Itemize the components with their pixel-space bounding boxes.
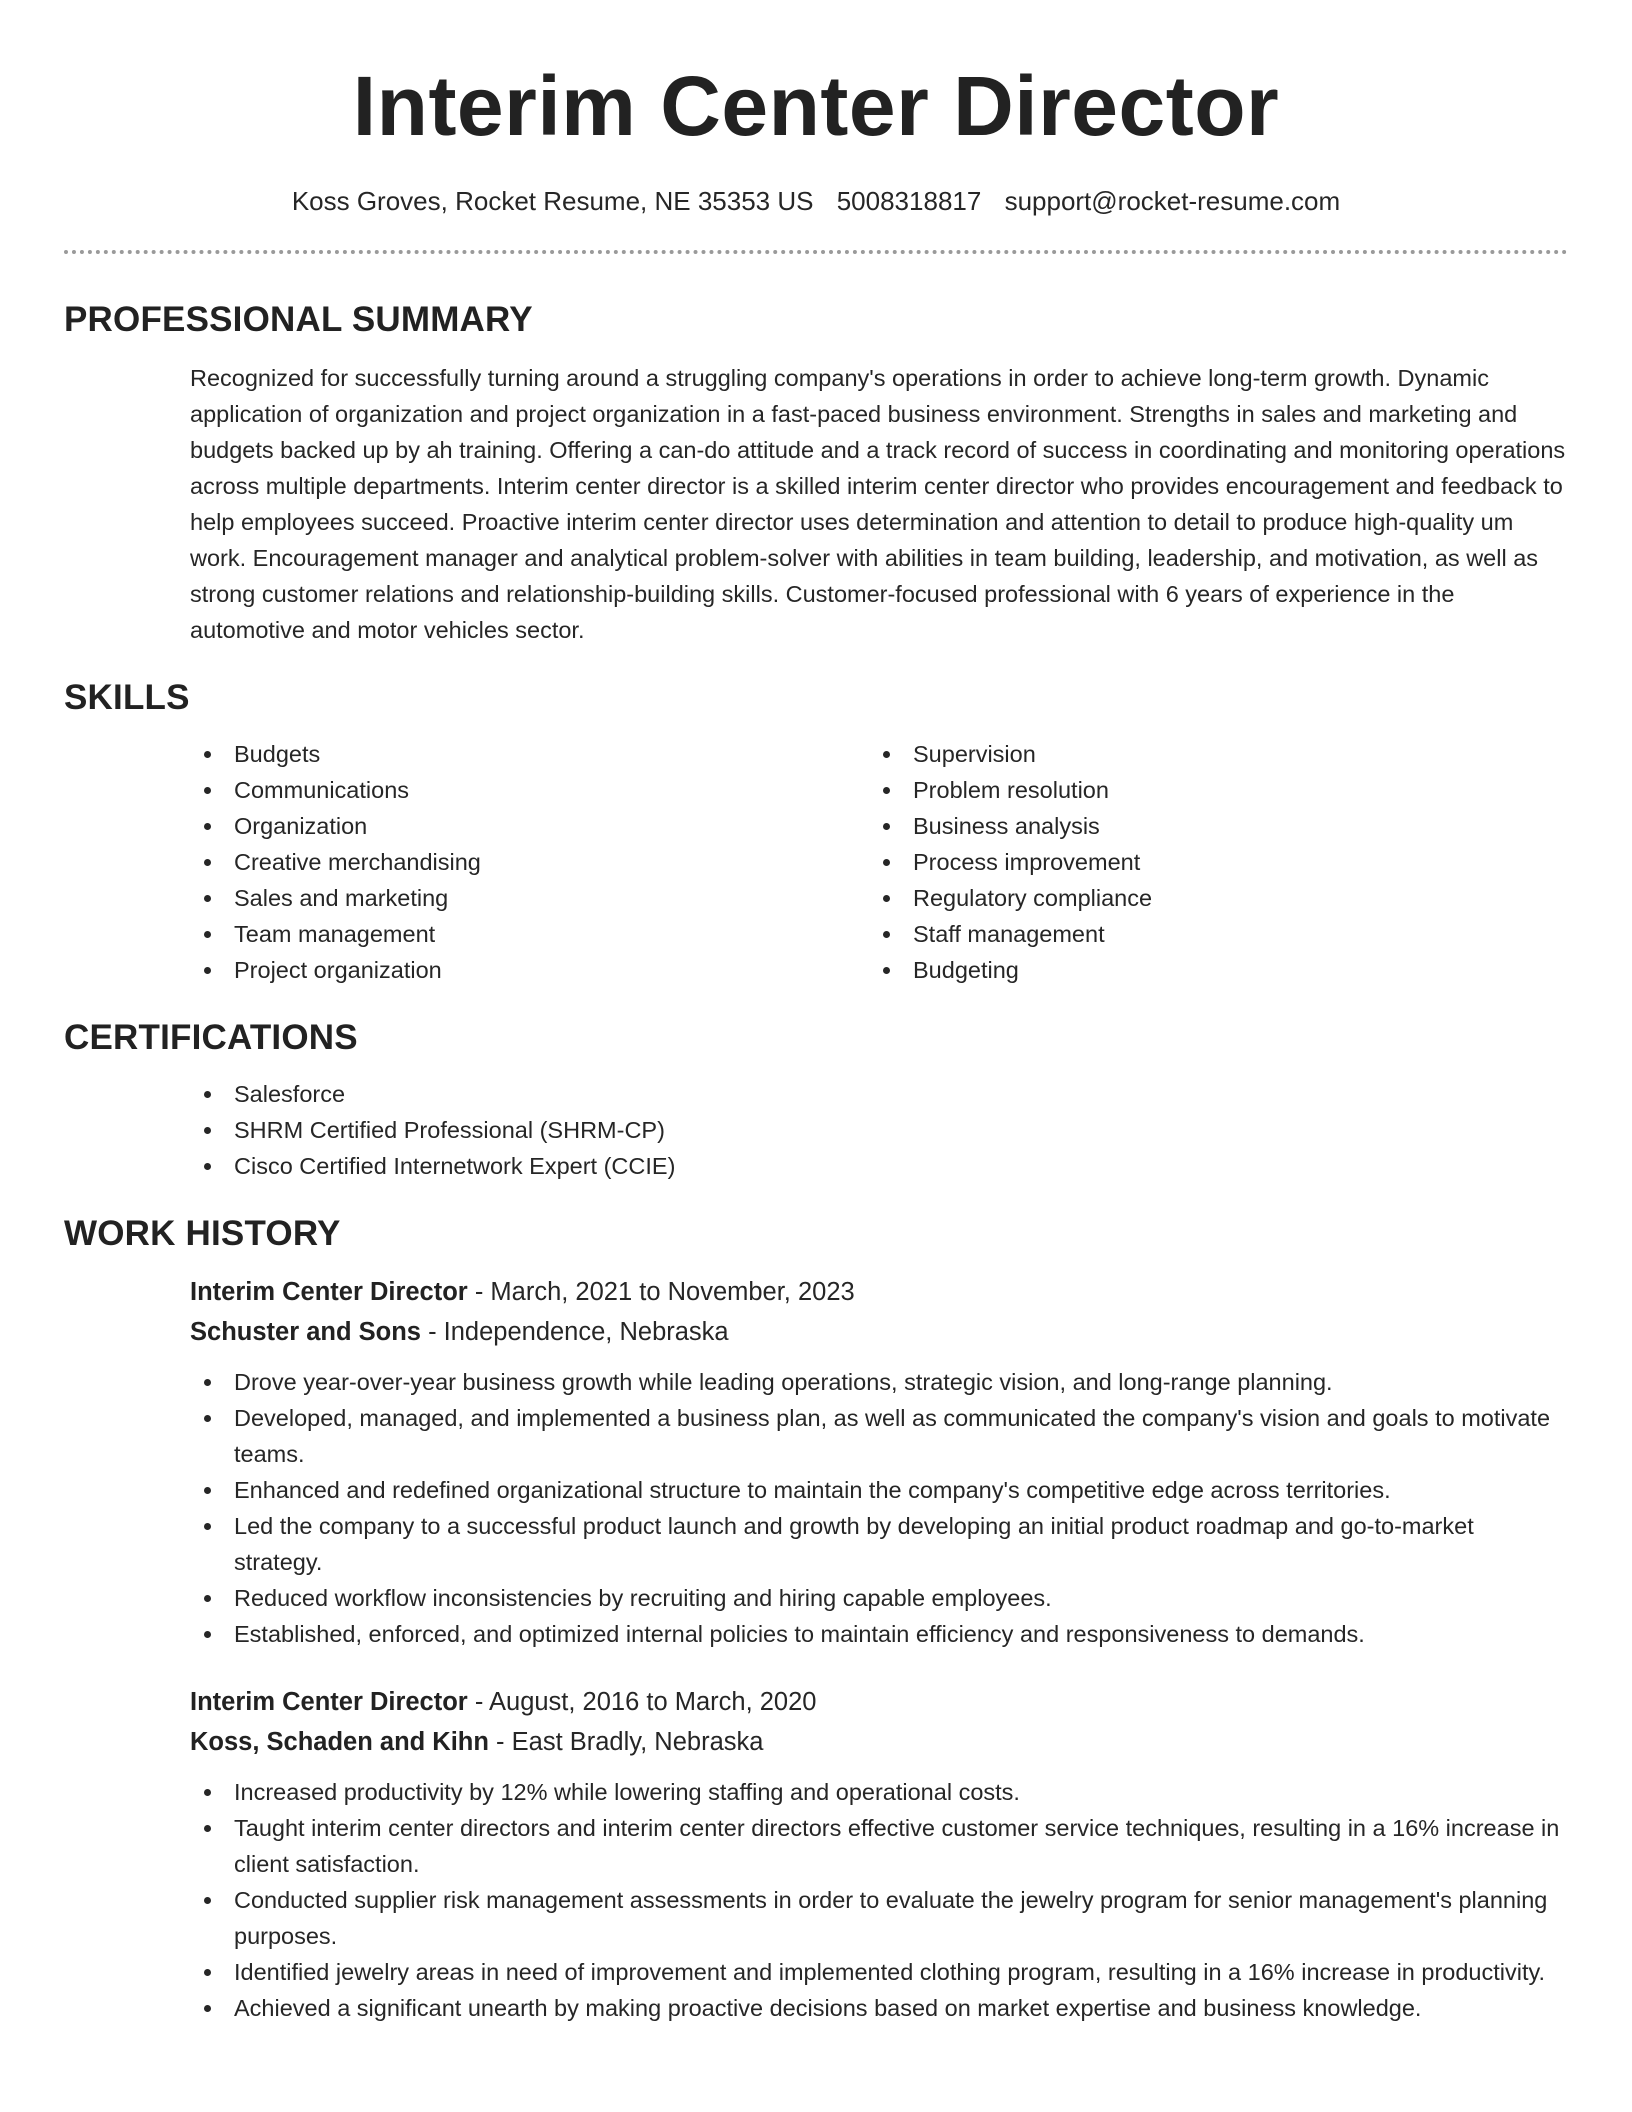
skill-item: Business analysis [869, 808, 1548, 844]
skills-column-left [190, 736, 869, 988]
contact-email[interactable]: support@rocket-resume.com [1004, 186, 1341, 216]
job-title-line [190, 1682, 1568, 1722]
job-location: - Independence, Nebraska [420, 1318, 729, 1346]
certification-item: Cisco Certified Internetwork Expert (CCIE) [190, 1148, 1568, 1184]
summary-heading: PROFESSIONAL SUMMARY [64, 300, 533, 339]
job-bullet: Achieved a significant unearth by making proactive decisions based on market expertise and business knowledge. [190, 1990, 1568, 2026]
job-entry [190, 1272, 1568, 1652]
job-bullet: Taught interim center directors and interim center directors effective customer service techniques, resulting in a 16% increase in client satisfaction. [190, 1810, 1568, 1882]
job-title: Interim Center Director [190, 1688, 468, 1716]
job-company: Schuster and Sons [190, 1318, 421, 1346]
resume-title: Interim Center Director [352, 59, 1280, 153]
skill-item: Creative merchandising [190, 844, 869, 880]
job-bullet: Developed, managed, and implemented a business plan, as well as communicated the company's vision and goals to motivate teams. [190, 1400, 1568, 1472]
contact-phone: 5008318817 [836, 186, 982, 216]
skill-item: Project organization [190, 952, 869, 988]
certifications-list [190, 1076, 1568, 1184]
job-bullets [190, 1364, 1568, 1652]
skill-item: Supervision [869, 736, 1548, 772]
header-divider [64, 250, 1568, 254]
contact-line [64, 184, 1568, 218]
job-bullet: Reduced workflow inconsistencies by recruiting and hiring capable employees. [190, 1580, 1568, 1616]
job-bullet: Established, enforced, and optimized internal policies to maintain efficiency and responsiveness to demands. [190, 1616, 1568, 1652]
certifications-heading: CERTIFICATIONS [64, 1018, 358, 1057]
skill-item: Budgets [190, 736, 869, 772]
skill-item: Process improvement [869, 844, 1548, 880]
job-bullet: Drove year-over-year business growth while leading operations, strategic vision, and long-range planning. [190, 1364, 1568, 1400]
job-dates: - March, 2021 to November, 2023 [467, 1278, 855, 1306]
work-history-heading: WORK HISTORY [64, 1214, 341, 1253]
skill-item: Staff management [869, 916, 1548, 952]
job-bullet: Increased productivity by 12% while lowering staffing and operational costs. [190, 1774, 1568, 1810]
job-company: Koss, Schaden and Kihn [190, 1728, 489, 1756]
skills-list [190, 736, 1568, 988]
skill-item: Problem resolution [869, 772, 1548, 808]
job-entry [190, 1682, 1568, 2026]
job-title: Interim Center Director [190, 1278, 468, 1306]
summary-text: Recognized for successfully turning around a struggling company's operations in order to achieve long-term growth. Dynamic application of organization and project organization in a fast-paced business environment. Strengths in sales and marketing and budgets backed up by ah training. Offering a can-do attitude and a track record of success in coordinating and monitoring operations across multiple departments. Interim center director is a skilled interim center director who provides encouragement and feedback to help employees succeed. Proactive interim center director uses determination and attention to detail to produce high-quality um work. Encouragement manager and analytical problem-solver with abilities in team building, leadership, and motivation, as well as strong customer relations and relationship-building skills. Customer-focused professional with 6 years of experience in the automotive and motor vehicles sector. [190, 365, 1566, 643]
job-title-line [190, 1272, 1568, 1312]
job-bullet: Identified jewelry areas in need of improvement and implemented clothing program, resulting in a 16% increase in productivity. [190, 1954, 1568, 1990]
job-dates: - August, 2016 to March, 2020 [467, 1688, 817, 1716]
skill-item: Budgeting [869, 952, 1548, 988]
skills-column-right [869, 736, 1548, 988]
job-company-line [190, 1312, 1568, 1352]
job-bullet: Conducted supplier risk management assessments in order to evaluate the jewelry program for senior management's planning purposes. [190, 1882, 1568, 1954]
job-bullets [190, 1774, 1568, 2026]
job-company-line [190, 1722, 1568, 1762]
skill-item: Regulatory compliance [869, 880, 1548, 916]
skill-item: Organization [190, 808, 869, 844]
certification-item: SHRM Certified Professional (SHRM-CP) [190, 1112, 1568, 1148]
skills-heading: SKILLS [64, 678, 190, 717]
resume-page [64, 0, 1568, 2026]
skill-item: Sales and marketing [190, 880, 869, 916]
skill-item: Team management [190, 916, 869, 952]
job-location: - East Bradly, Nebraska [488, 1728, 764, 1756]
job-bullet: Enhanced and redefined organizational structure to maintain the company's competitive edge across territories. [190, 1472, 1568, 1508]
job-bullet: Led the company to a successful product launch and growth by developing an initial product roadmap and go-to-market strategy. [190, 1508, 1568, 1580]
certification-item: Salesforce [190, 1076, 1568, 1112]
skill-item: Communications [190, 772, 869, 808]
contact-address: Koss Groves, Rocket Resume, NE 35353 US [291, 186, 814, 216]
